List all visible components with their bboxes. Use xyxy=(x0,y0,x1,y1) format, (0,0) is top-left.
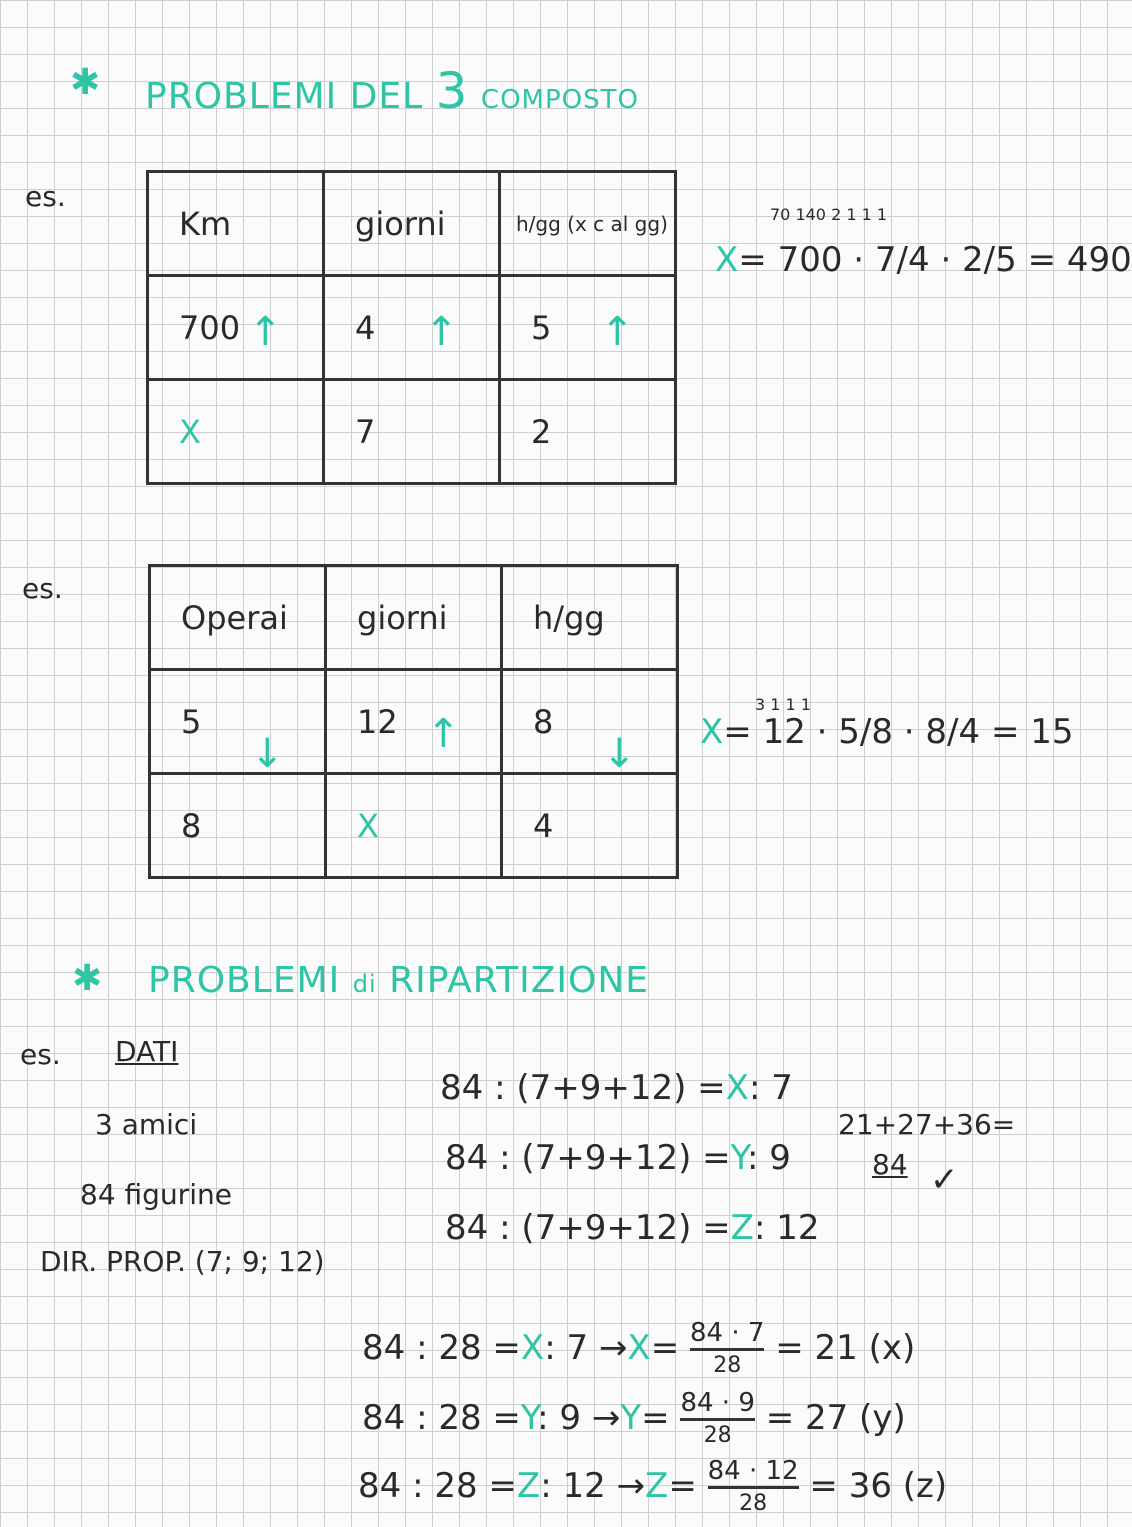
header-cell: h/gg (x c al gg) xyxy=(500,172,676,276)
data-item: DIR. PROP. (7; 9; 12) xyxy=(40,1245,325,1278)
var: Y xyxy=(620,1398,642,1438)
calc-1 xyxy=(715,240,1132,280)
result: = 490 xyxy=(1027,240,1132,280)
data-heading: DATI xyxy=(115,1035,179,1068)
header-cell: Operai xyxy=(150,566,326,670)
data-item: 84 figurine xyxy=(80,1178,232,1211)
cell: 2 xyxy=(500,380,676,484)
result: = 27 (y) xyxy=(765,1398,906,1438)
example-label: es. xyxy=(25,180,66,213)
header-cell: giorni xyxy=(324,172,500,276)
p-left: 84 : (7+9+12) = xyxy=(445,1208,731,1248)
var: Y xyxy=(730,1138,747,1178)
section-title xyxy=(148,960,649,1001)
cell: 4 xyxy=(355,308,376,347)
solution-row: 84 : 28 =Y: 9 →Y= 84 · 9 28 = 27 (y) xyxy=(362,1388,906,1451)
s: : 9 → xyxy=(537,1398,621,1438)
bullet-icon: ✱ xyxy=(70,62,102,103)
var: X xyxy=(520,1328,545,1368)
bullet-icon: ✱ xyxy=(72,958,104,999)
title-part: PROBLEMI DEL xyxy=(145,76,424,117)
table-2 xyxy=(148,564,679,879)
cell: 12 xyxy=(357,702,398,741)
arrow-down-icon: ↓ xyxy=(602,731,636,777)
expr: = 12 · 5/8 · 8/4 xyxy=(723,712,981,752)
var: Z xyxy=(730,1208,754,1248)
check-sum: 21+27+36= xyxy=(838,1108,1016,1141)
p-right: : 9 xyxy=(746,1138,791,1178)
p-right: : 12 xyxy=(753,1208,820,1248)
denominator: 28 xyxy=(713,1353,742,1378)
numerator: 84 · 7 xyxy=(690,1318,764,1351)
proportion xyxy=(440,1068,793,1108)
cell: 5 xyxy=(181,702,202,741)
numerator: 84 · 12 xyxy=(708,1456,799,1489)
cell: 700 xyxy=(179,308,241,347)
expr: = 700 · 7/4 · 2/5 xyxy=(738,240,1017,280)
header-cell: Km xyxy=(148,172,324,276)
simplifications: 70 140 2 1 1 1 xyxy=(770,205,888,224)
solution-row: 84 : 28 =Z: 12 →Z= 84 · 12 28 = 36 (z) xyxy=(358,1456,947,1519)
var: Z xyxy=(645,1466,669,1506)
data-item: 3 amici xyxy=(95,1108,198,1141)
cell: 5 xyxy=(531,308,552,347)
cell: 8 xyxy=(150,774,326,878)
cell: 7 xyxy=(324,380,500,484)
title-part: COMPOSTO xyxy=(480,85,639,115)
cell: X xyxy=(148,380,324,484)
header-cell: h/gg xyxy=(502,566,678,670)
example-label: es. xyxy=(20,1038,61,1071)
proportion xyxy=(445,1208,820,1248)
s: 84 : 28 = xyxy=(362,1398,521,1438)
proportion xyxy=(445,1138,791,1178)
var: X xyxy=(715,240,739,280)
var: X xyxy=(627,1328,651,1368)
arrow-up-icon: ↑ xyxy=(248,308,282,355)
calc-2 xyxy=(700,712,1074,752)
cell: 8 xyxy=(533,702,554,741)
arrow-down-icon: ↓ xyxy=(250,731,284,777)
arrow-up-icon: ↑ xyxy=(600,308,634,355)
title-number: 3 xyxy=(435,62,469,120)
checkmark-icon: ✓ xyxy=(930,1160,959,1200)
example-label: es. xyxy=(22,572,63,605)
result: = 21 (x) xyxy=(775,1328,916,1368)
result: = 36 (z) xyxy=(809,1466,948,1506)
p-left: 84 : (7+9+12) = xyxy=(445,1138,731,1178)
header-cell: giorni xyxy=(326,566,502,670)
s: 84 : 28 = xyxy=(362,1328,521,1368)
title-part: di xyxy=(352,970,377,998)
s: : 12 → xyxy=(540,1466,646,1506)
s: : 7 → xyxy=(544,1328,628,1368)
arrow-up-icon: ↑ xyxy=(424,308,458,355)
var: Y xyxy=(520,1398,538,1438)
cell: 4 xyxy=(502,774,678,878)
simplifications: 3 1 1 1 xyxy=(755,695,811,714)
check-total: 84 xyxy=(872,1148,908,1181)
p-left: 84 : (7+9+12) = xyxy=(440,1068,726,1108)
denominator: 28 xyxy=(703,1423,732,1448)
title-part: RIPARTIZIONE xyxy=(389,960,650,1001)
var: X xyxy=(725,1068,749,1108)
section-title xyxy=(145,62,639,120)
var: Z xyxy=(516,1466,541,1506)
table-1 xyxy=(146,170,677,485)
s: 84 : 28 = xyxy=(358,1466,517,1506)
title-part: PROBLEMI xyxy=(148,960,341,1001)
var: X xyxy=(700,712,724,752)
denominator: 28 xyxy=(739,1491,768,1516)
numerator: 84 · 9 xyxy=(680,1388,754,1421)
cell: X xyxy=(326,774,502,878)
arrow-up-icon: ↑ xyxy=(426,711,460,757)
p-right: : 7 xyxy=(748,1068,793,1108)
solution-row: 84 : 28 =X: 7 →X= 84 · 7 28 = 21 (x) xyxy=(362,1318,915,1381)
result: = 15 xyxy=(990,712,1074,752)
